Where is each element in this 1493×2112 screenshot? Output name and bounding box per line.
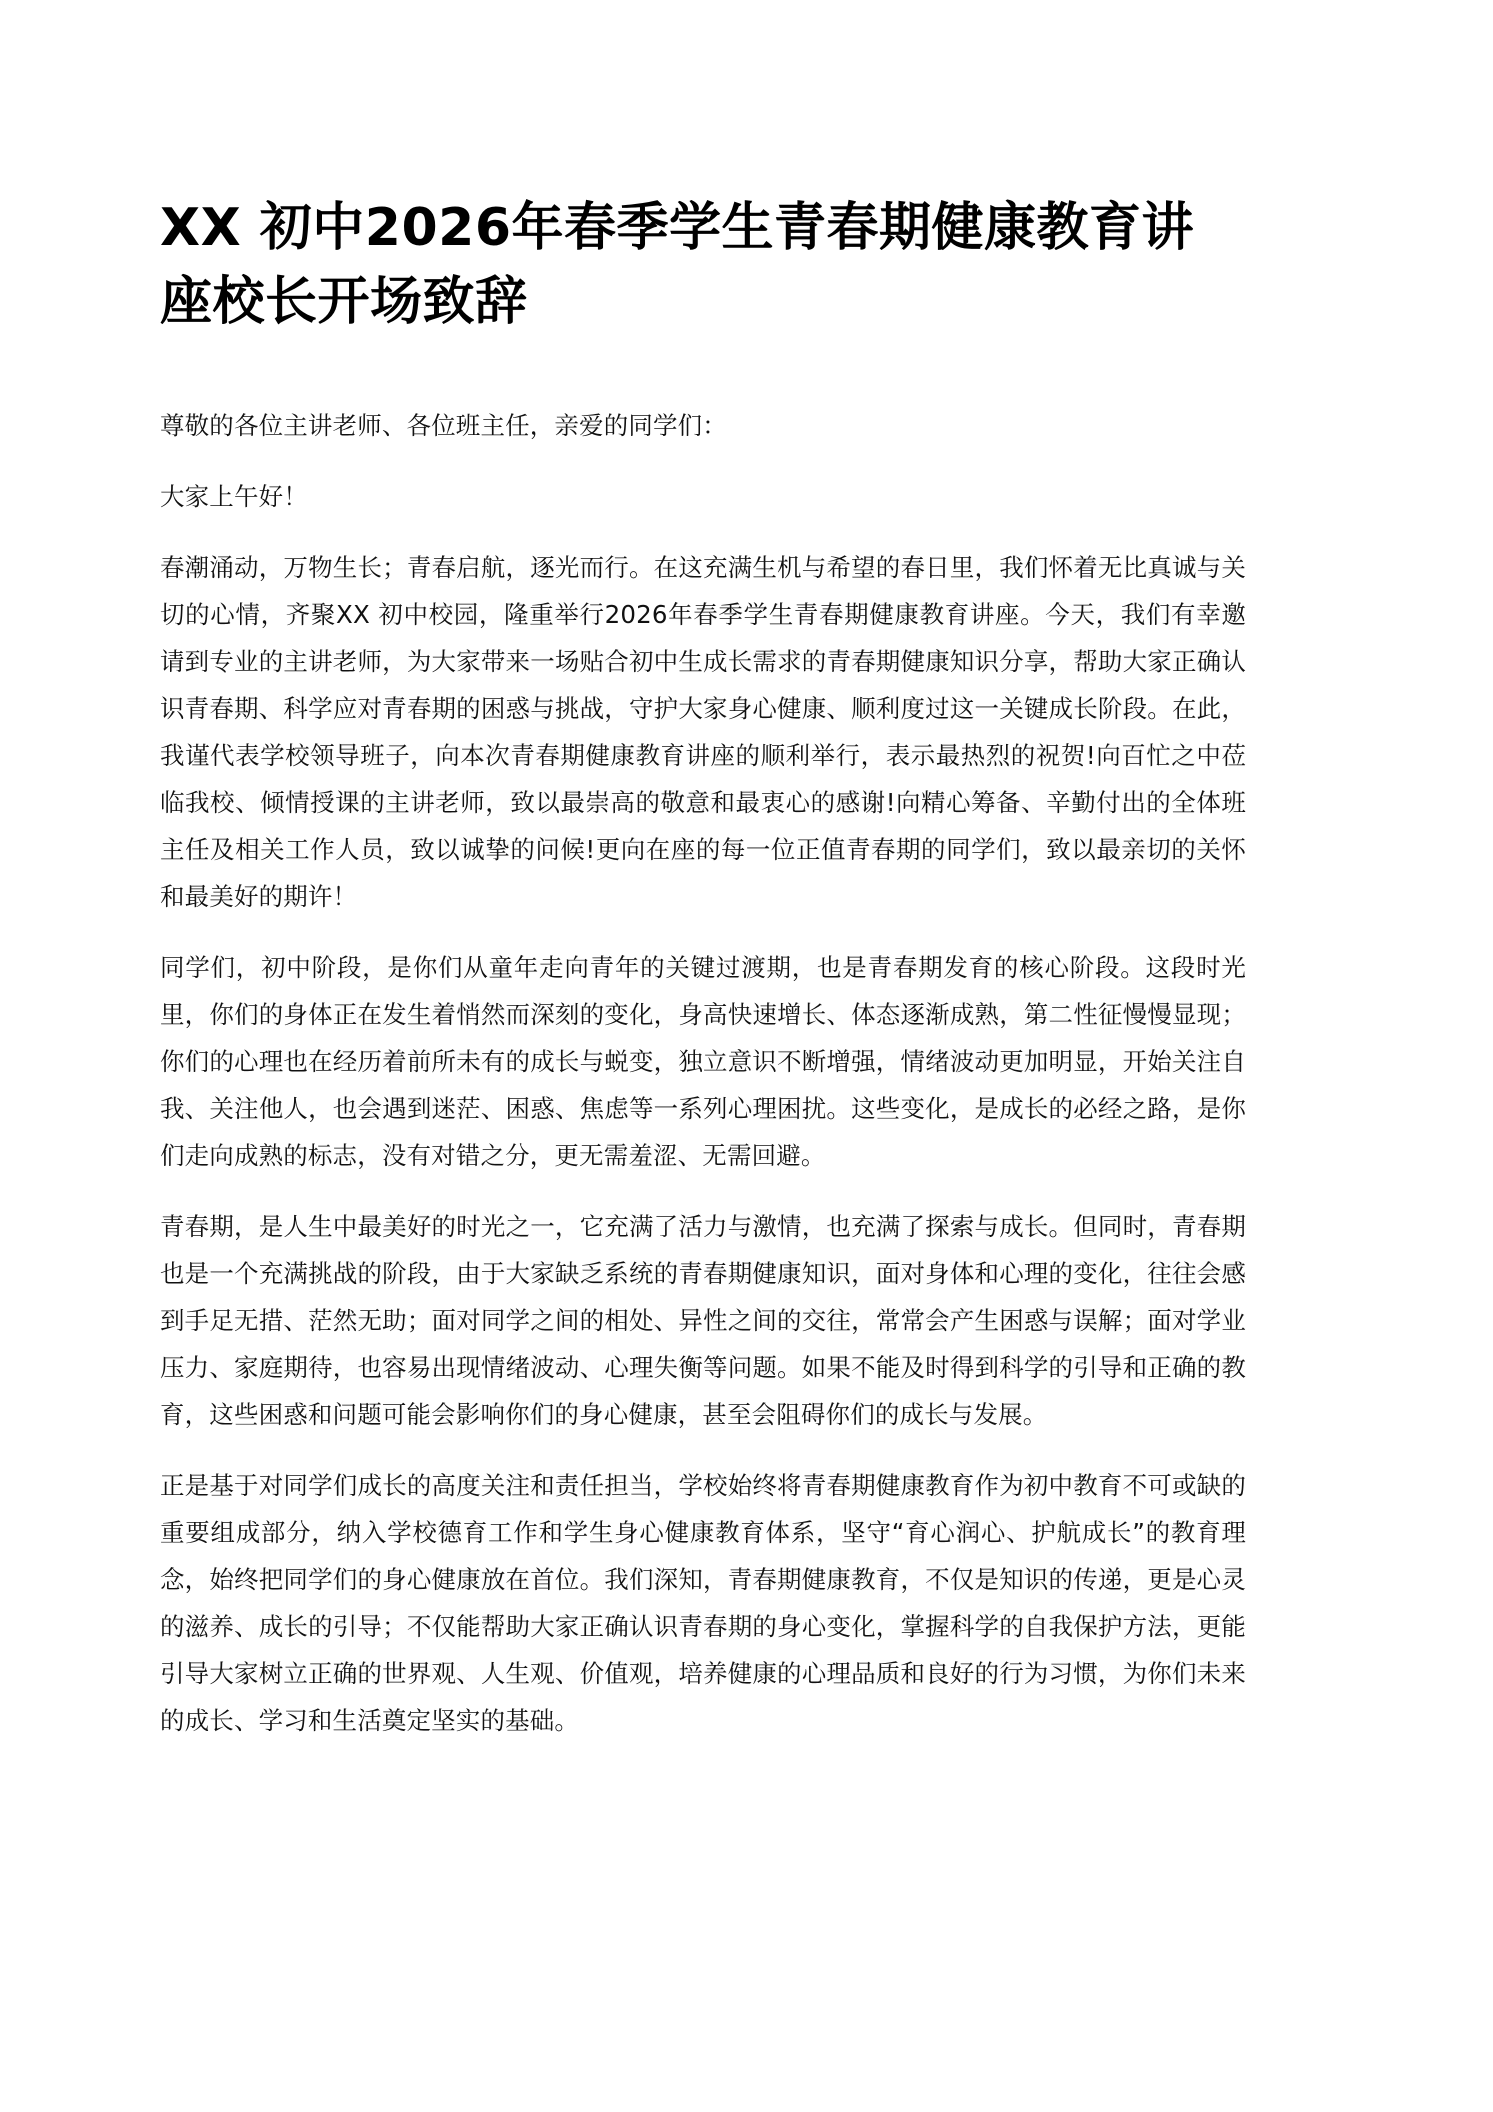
paragraph-salutation: 尊敬的各位主讲老师、各位班主任，亲爱的同学们： xyxy=(160,410,727,440)
body-text xyxy=(160,402,1246,1745)
paragraph-greeting: 大家上午好！ xyxy=(160,481,308,511)
paragraph-adolescence-stage: 同学们，初中阶段，是你们从童年走向青年的关键过渡期，也是青春期发育的核心阶段。这段时光里，你们的身体正在发生着悄然而深刻的变化，身高快速增长、体态逐渐成熟，第二性征慢慢显现；你们的心理也在经历着前所未有的成长与蜕变，独立意识不断增强，情绪波动更加明显，开始关注自我、关注他人，也会遇到迷茫、困惑、焦虑等一系列心理困扰。这些变化，是成长的必经之路，是你们走向成熟的标志，没有对错之分，更无需羞涩、无需回避。 xyxy=(160,952,1246,1171)
document-content xyxy=(160,0,1246,1744)
paragraph-opening-welcome: 春潮涌动，万物生长；青春启航，逐光而行。在这充满生机与希望的春日里，我们怀着无比真诚与关切的心情，齐聚XX 初中校园，隆重举行2026年春季学生青春期健康教育讲座。今天，我们有幸邀请到专业的主讲老师，为大家带来一场贴合初中生成长需求的青春期健康知识分享，帮助大家正确认识青春期、科学应对青春期的困惑与挑战，守护大家身心健康、顺利度过这一关键成长阶段。在此，我谨代表学校领导班子，向本次青春期健康教育讲座的顺利举行，表示最热烈的祝贺!向百忙之中莅临我校、倾情授课的主讲老师，致以最崇高的敬意和最衷心的感谢!向精心筹备、辛勤付出的全体班主任及相关工作人员，致以诚挚的问候!更向在座的每一位正值青春期的同学们，致以最亲切的关怀和最美好的期许！ xyxy=(160,552,1246,911)
page-title: XX 初中2026年春季学生青春期健康教育讲座校长开场致辞 xyxy=(160,198,1195,332)
paragraph-adolescence-challenges: 青春期，是人生中最美好的时光之一，它充满了活力与激情，也充满了探索与成长。但同时，青春期也是一个充满挑战的阶段，由于大家缺乏系统的青春期健康知识，面对身体和心理的变化，往往会感到手足无措、茫然无助；面对同学之间的相处、异性之间的交往，常常会产生困惑与误解；面对学业压力、家庭期待，也容易出现情绪波动、心理失衡等问题。如果不能及时得到科学的引导和正确的教育，这些困惑和问题可能会影响你们的身心健康，甚至会阻碍你们的成长与发展。 xyxy=(160,1212,1246,1430)
paragraph-school-commitment: 正是基于对同学们成长的高度关注和责任担当，学校始终将青春期健康教育作为初中教育不可或缺的重要组成部分，纳入学校德育工作和学生身心健康教育体系，坚守“育心润心、护航成长”的教育理念，始终把同学们的身心健康放在首位。我们深知，青春期健康教育，不仅是知识的传递，更是心灵的滋养、成长的引导；不仅能帮助大家正确认识青春期的身心变化，掌握科学的自我保护方法，更能引导大家树立正确的世界观、人生观、价值观，培养健康的心理品质和良好的行为习惯，为你们未来的成长、学习和生活奠定坚实的基础。 xyxy=(160,1471,1246,1736)
